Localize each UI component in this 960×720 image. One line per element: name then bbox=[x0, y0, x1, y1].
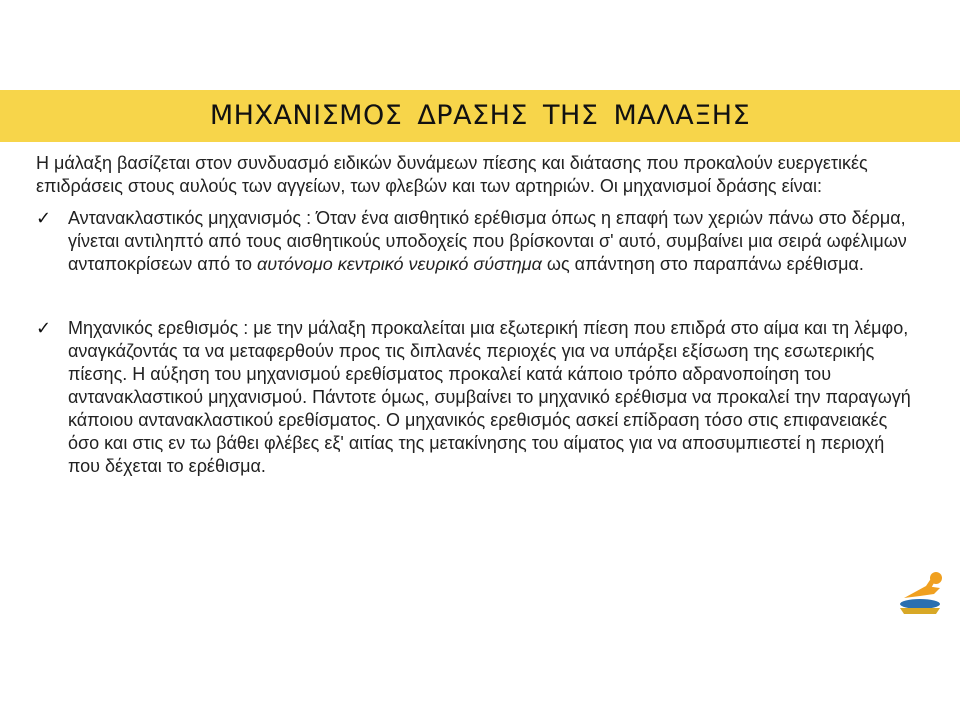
checkmark-icon: ✓ bbox=[36, 318, 52, 338]
logo-body bbox=[904, 586, 940, 598]
logo-table bbox=[900, 599, 940, 609]
intro-paragraph: Η μάλαξη βασίζεται στον συνδυασμό ειδικών δυνάμεων πίεσης και διάτασης που προκαλούν ευεργετικές επιδράσεις στους αυλούς των αγγείων, των φλεβών και των αρτηριών. Οι μηχανισμοί δράσης είναι: bbox=[36, 153, 868, 196]
massage-logo-icon bbox=[896, 568, 954, 620]
bullet-mechanical-stimulation bbox=[36, 317, 914, 478]
bullet-text bbox=[68, 207, 914, 276]
bullet-text-part: ως απάντηση στο παραπάνω ερέθισμα. bbox=[541, 254, 864, 274]
title-band bbox=[0, 90, 960, 142]
slide-content bbox=[36, 152, 914, 478]
bullet-text: Μηχανικός ερεθισμός : με την μάλαξη προκαλείται μια εξωτερική πίεση που επιδρά στο αίμα και τη λέμφο, αναγκάζοντάς τα να μεταφερθούν προς τις διπλανές περιοχές για να υπάρξει εξίσωση της εσωτερικής πίεσης. Η αύξηση του μηχανισμού ερεθίσματος προκαλεί κατά κάποιο τρόπο αδρανοποίηση του αντανακλαστικού μηχανισμού. Πάντοτε όμως, συμβαίνει το μηχανικό ερέθισμα να προκαλεί την παραγωγή κάποιου αντανακλαστικού ερεθίσματος. Ο μηχανικός ερεθισμός ασκεί επίδραση τόσο στις επιφανειακές όσο και στις εν τω βάθει φλέβες εξ' αιτίας της μετακίνησης του αίματος για να αποσυμπιεστεί η περιοχή που δέχεται το ερέθισμα. bbox=[68, 318, 911, 476]
bullet-reflex-mechanism bbox=[36, 207, 914, 276]
logo-base bbox=[900, 608, 940, 614]
bullet-text-part: Αντανακλαστικός μηχανισμός : Όταν ένα αισθητικό ερέθισμα όπως η επαφή των χεριών πάνω στο δέρμα, γίνεται αντιληπτό από τους αισθητικούς υποδοχείς που βρίσκονται σ' αυτό, συμβαίνει μια σειρά ωφέλιμων ανταποκρίσεων από το bbox=[68, 208, 907, 274]
checkmark-icon: ✓ bbox=[36, 208, 52, 228]
bullet-text-italic: αυτόνομο κεντρικό νευρικό σύστημα bbox=[256, 254, 542, 274]
slide-title: ΜΗΧΑΝΙΣΜΟΣ ΔΡΑΣΗΣ ΤΗΣ ΜΑΛΑΞΗΣ bbox=[209, 100, 751, 131]
